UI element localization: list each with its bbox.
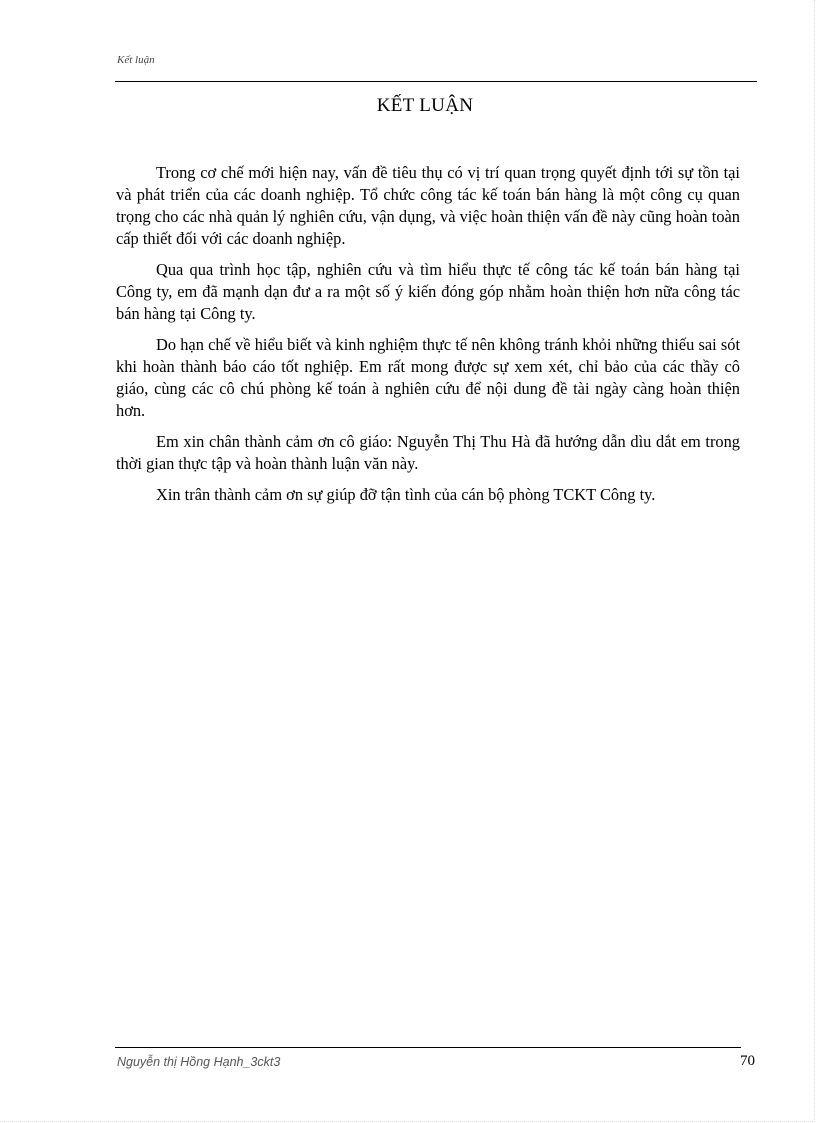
page-title: KẾT LUẬN — [376, 95, 474, 116]
paragraph-2: Qua qua trình học tập, nghiên cứu và tìm hiểu thực tế công tác kế toán bán hàng tại Công ty, em đã mạnh dạn đư a ra một số ý kiến đóng góp nhằm hoàn thiện hơn nữa công tác bán hàng tại Công ty. — [116, 260, 740, 323]
header-divider — [115, 81, 757, 82]
footer-divider — [115, 1047, 741, 1048]
page-number: 70 — [740, 1053, 755, 1069]
paragraph-4: Em xin chân thành cảm ơn cô giáo: Nguyễn Thị Thu Hà đã hướng dẫn dìu dắt em trong thời gian thực tập và hoàn thành luận văn này. — [116, 432, 740, 473]
paragraph-5: Xin trân thành cảm ơn sự giúp đỡ tận tình của cán bộ phòng TCKT Công ty. — [156, 485, 656, 504]
body-text — [116, 162, 740, 515]
paragraph-3: Do hạn chế về hiểu biết và kinh nghiệm thực tế nên không tránh khỏi những thiếu sai sót khi hoàn thành báo cáo tốt nghiệp. Em rất mong được sự xem xét, chỉ bảo của các thầy cô giáo, cùng các cô chú phòng kế toán à nghiên cứu để nội dung đề tài ngày càng hoàn thiện hơn. — [116, 335, 740, 420]
footer-author: Nguyễn thị Hồng Hạnh_3ckt3 — [117, 1055, 281, 1069]
running-header: Kết luận — [117, 54, 155, 66]
paragraph-1: Trong cơ chế mới hiện nay, vấn đề tiêu thụ có vị trí quan trọng quyết định tới sự tồn tại và phát triển của các doanh nghiệp. Tổ chức công tác kế toán bán hàng là một công cụ quan trọng cho các nhà quản lý nghiên cứu, vận dụng, và việc hoàn thiện vấn đề này cũng hoàn toàn cấp thiết đối với các doanh nghiệp. — [116, 163, 740, 248]
